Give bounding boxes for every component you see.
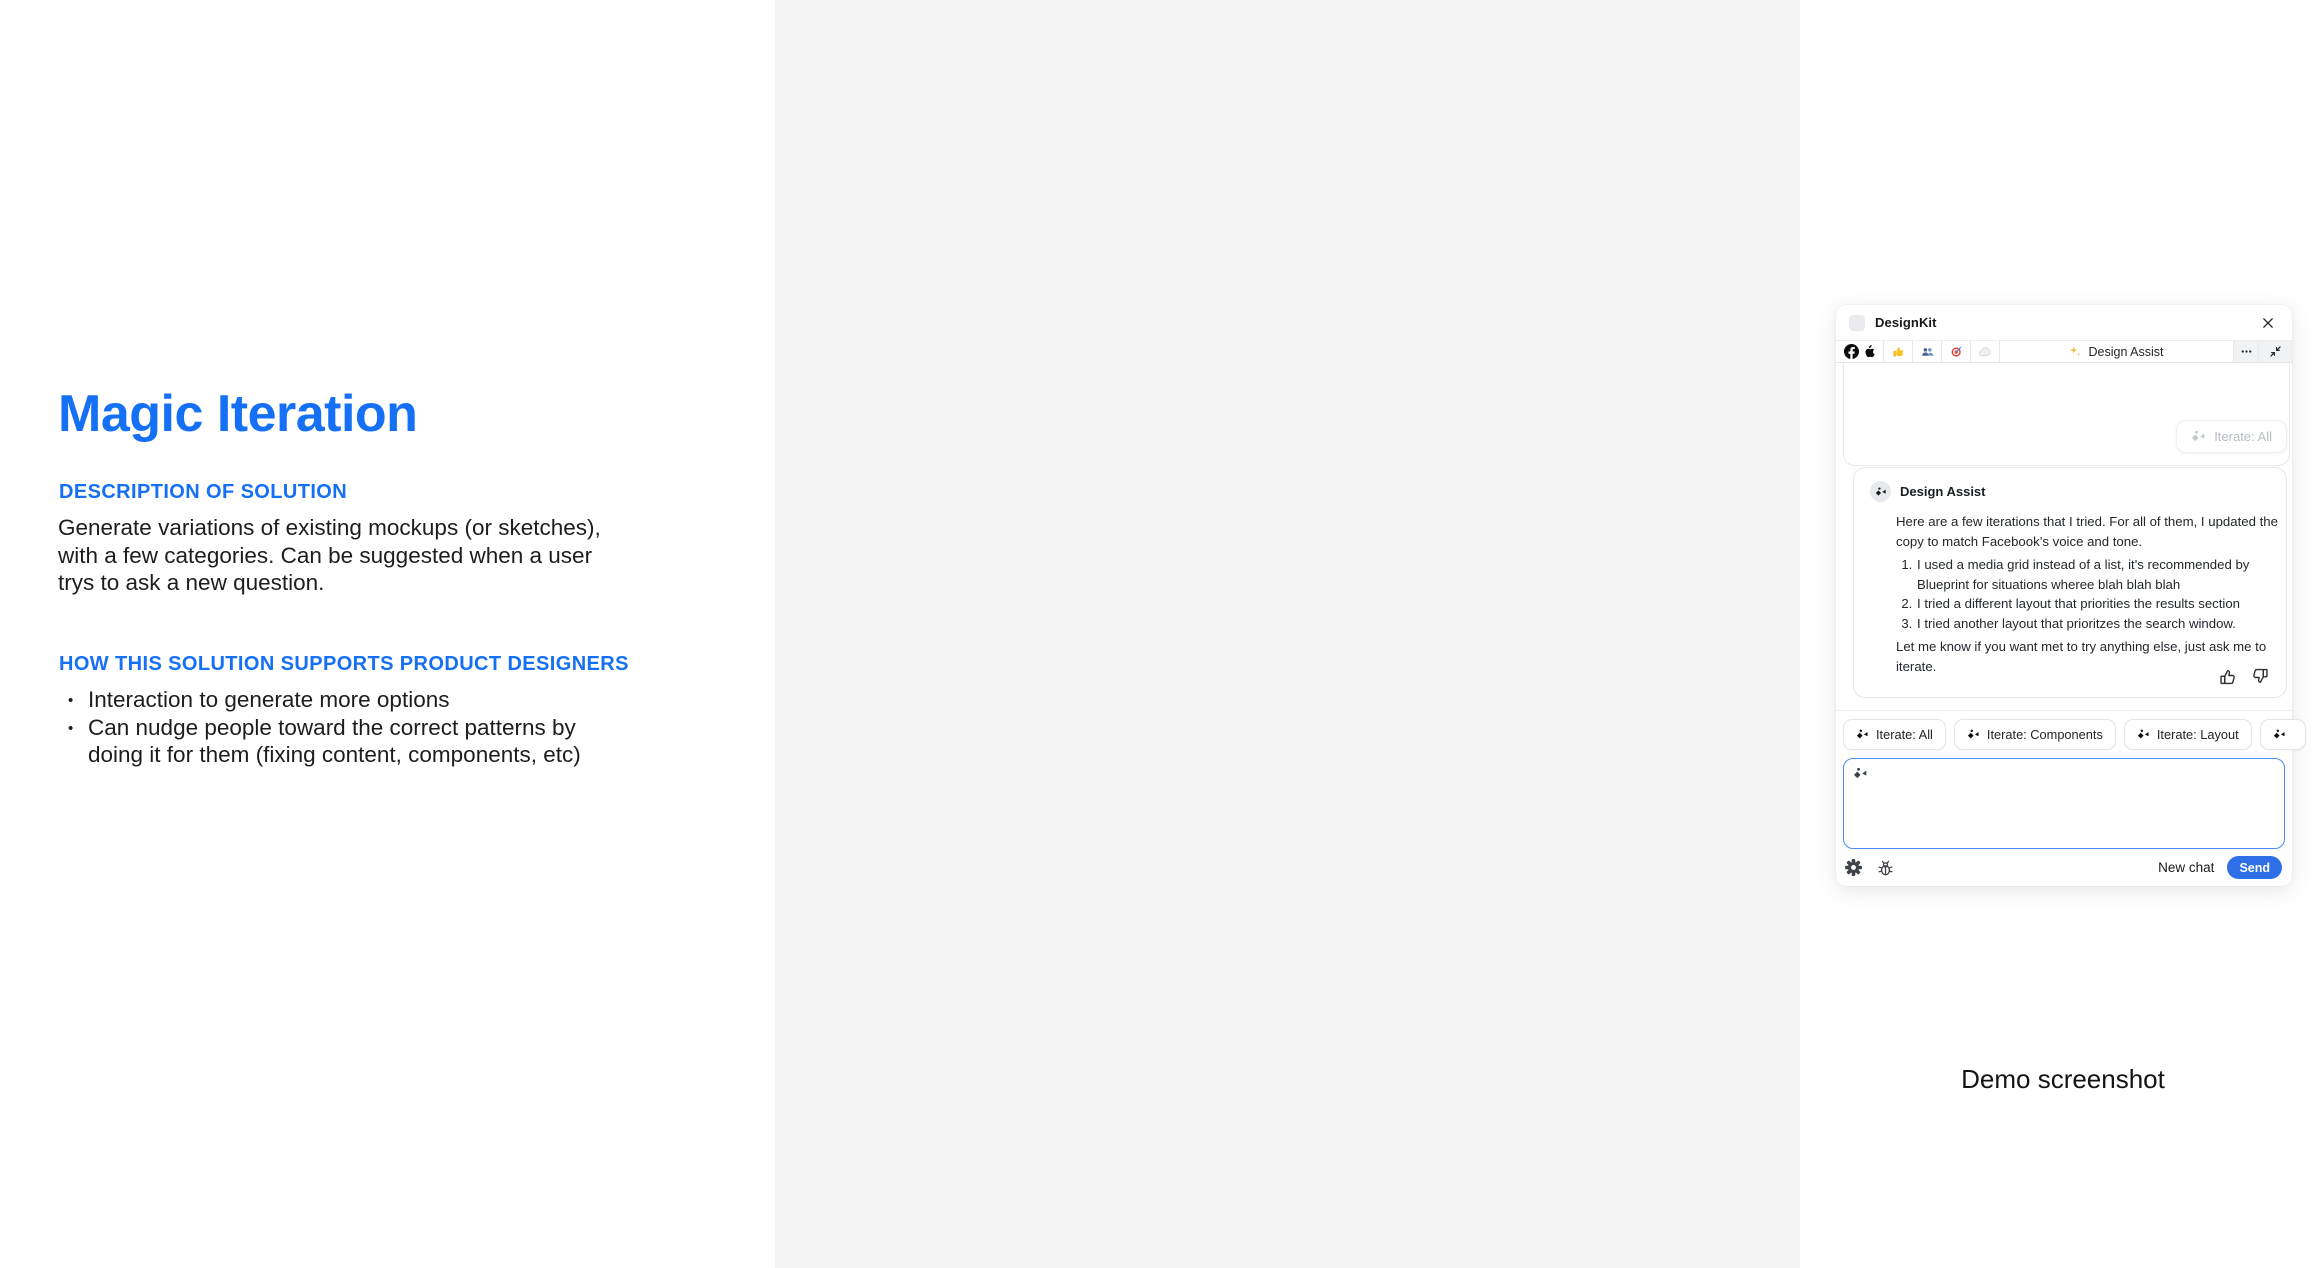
bullet-text-line: doing it for them (fixing content, components, etc) [88, 742, 581, 768]
collapse-icon [2269, 345, 2282, 358]
sparkle-ai-icon [1856, 728, 1869, 741]
feedback-buttons [2218, 667, 2270, 686]
cloud-button[interactable] [1971, 341, 2000, 362]
plugin-titlebar [1836, 305, 2292, 341]
chip-label: Iterate: Components [1986, 727, 2103, 742]
user-message-text: Iterate: All [2214, 429, 2272, 444]
facebook-icon [1844, 344, 1859, 359]
gear-icon[interactable] [1845, 859, 1862, 876]
message-outro: Let me know if you want met to try anything else, just ask me to iterate. [1896, 639, 2267, 674]
plugin-toolbar [1836, 341, 2292, 363]
new-chat-button[interactable]: New chat [2158, 860, 2215, 875]
cloud-icon [1978, 345, 1992, 359]
description-line: Generate variations of existing mockups (or sketches), [58, 515, 601, 540]
assistant-name: Design Assist [1900, 484, 1986, 499]
avatar [1870, 481, 1891, 502]
list-item [60, 714, 581, 769]
thumb-up-icon[interactable] [2218, 667, 2237, 686]
description-line: with a few categories. Can be suggested when a user [58, 542, 593, 568]
composer-section [1836, 710, 2292, 886]
page-title: Magic Iteration [58, 385, 418, 443]
send-button[interactable]: Send [2227, 856, 2282, 879]
section-heading-support: HOW THIS SOLUTION SUPPORTS PRODUCT DESIGNERS [59, 653, 629, 675]
sparkles-icon [2069, 345, 2082, 358]
suggestion-chips [1843, 719, 2292, 750]
chip-partial[interactable] [2260, 719, 2306, 750]
app-title: DesignKit [1875, 315, 1937, 330]
demo-panel [775, 0, 2278, 1268]
chat-area [1836, 363, 2292, 710]
bug-icon[interactable] [1877, 859, 1894, 876]
thumbs-up-emoji-icon [1892, 345, 1905, 358]
list-item [60, 686, 581, 714]
assistant-message-body [1896, 512, 2292, 676]
sparkle-ai-icon [1967, 728, 1980, 741]
collapse-button[interactable] [2258, 341, 2292, 362]
support-bullet-list [60, 686, 581, 769]
chat-input[interactable] [1843, 758, 2285, 849]
demo-caption: Demo screenshot [1961, 1064, 2165, 1094]
target-icon [1950, 345, 1963, 358]
target-button[interactable] [1942, 341, 1971, 362]
iteration-list [1896, 555, 2292, 633]
sparkle-ai-icon [2137, 728, 2150, 741]
chip-iterate-layout[interactable] [2124, 719, 2252, 750]
composer [1843, 758, 2285, 849]
sparkle-ai-icon [1853, 766, 1868, 781]
sparkle-ai-icon [1875, 486, 1887, 498]
design-assist-tab [2000, 341, 2233, 362]
designkit-plugin-window [1836, 305, 2292, 886]
assistant-message-card [1853, 467, 2287, 698]
chip-label: Iterate: Layout [2156, 727, 2239, 742]
app-icon [1849, 315, 1865, 331]
sparkle-ai-icon [2191, 429, 2206, 444]
people-icon [1921, 345, 1934, 358]
description-line: trys to ask a new question. [58, 570, 325, 596]
chip-label: Iterate: All [1876, 727, 1933, 742]
bullet-text-line: • Can nudge people toward the correct patterns by [88, 714, 576, 740]
list-item: 2. I tried a different layout that priorities the results section [1916, 594, 2292, 614]
slide-text-panel [0, 0, 775, 1268]
design-assist-label: Design Assist [2088, 344, 2164, 359]
composer-actions [1845, 856, 2282, 879]
more-button[interactable] [2233, 341, 2258, 362]
message-intro: Here are a few iterations that I tried. For all of them, I updated the copy to match Facebook’s voice and tone. [1896, 514, 2278, 549]
thumbs-up-emoji-button[interactable] [1884, 341, 1913, 362]
more-icon [2240, 345, 2253, 358]
chip-iterate-all[interactable] [1843, 719, 1946, 750]
bullet-text: Interaction to generate more options [88, 687, 450, 712]
assistant-header [1870, 481, 2270, 502]
thumb-down-icon[interactable] [2251, 667, 2270, 686]
list-item: 3. I tried another layout that prioritzes the search window. [1916, 614, 2292, 634]
brand-logos-cell[interactable] [1836, 341, 1884, 362]
sparkle-ai-icon [2273, 728, 2286, 741]
user-message-bubble [2176, 420, 2287, 453]
section-heading-description: DESCRIPTION OF SOLUTION [59, 481, 348, 503]
close-icon[interactable] [2257, 312, 2279, 334]
chip-iterate-components[interactable] [1954, 719, 2116, 750]
people-button[interactable] [1913, 341, 1942, 362]
list-item: 1. I used a media grid instead of a list, it's recommended by Blueprint for situations wheree blah blah blah [1916, 555, 2292, 594]
apple-icon [1862, 344, 1876, 359]
description-body [58, 514, 601, 597]
